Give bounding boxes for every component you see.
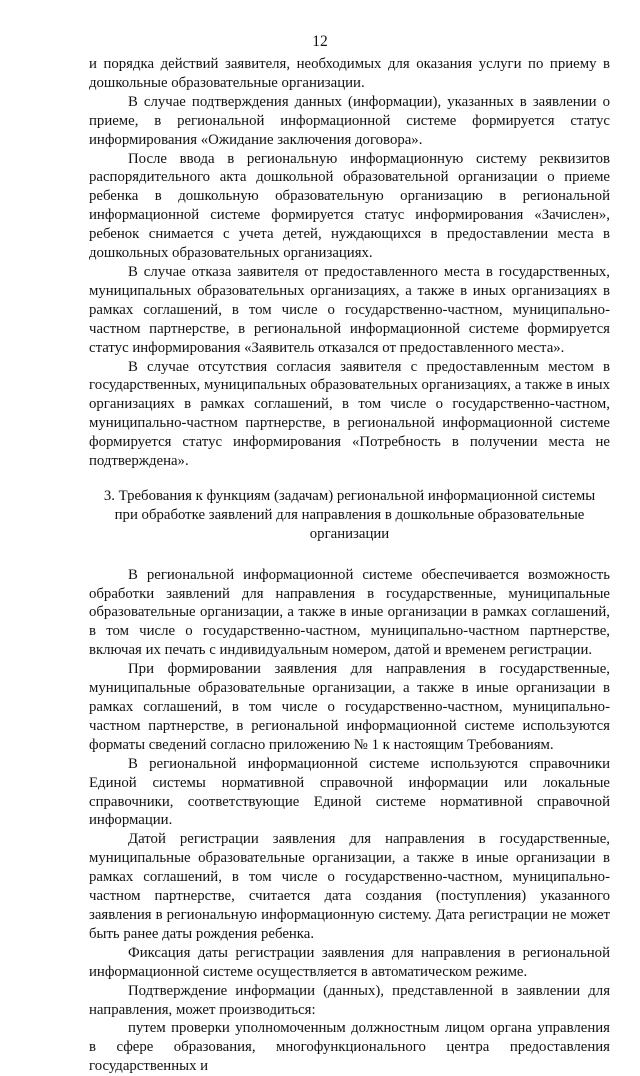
paragraph-registration-date: Датой регистрации заявления для направления в государственные, муниципальные образовательные организации, а также в иные организации в рамках соглашений, в том числе о государственно-частном, муниципально-частном партнерстве, считается дата создания (поступления) указанного заявления в региональную информационную систему. Дата регистрации не может быть ранее даты рождения ребенка.: [89, 831, 610, 942]
paragraph-confirmation-status: В случае подтверждения данных (информации), указанных в заявлении о приеме, в региональной информационной системе формируется статус информирования «Ожидание заключения договора».: [89, 93, 610, 148]
paragraph-disagreement-status: В случае отсутствия согласия заявителя с предоставленным местом в государственных, муниципальных образовательных организациях, а также в иных организациях в рамках соглашений, в том числе о государственно-частном, муниципально-частном партнерстве, в региональной информационной системе формируется статус информирования «Потребность в получении места не подтверждена».: [89, 358, 610, 470]
section-heading: 3. Требования к функциям (задачам) региональной информационной системы при обработке заявлений для направления в дошкольные образовательные организации: [103, 487, 596, 542]
paragraph-confirmation-methods: Подтверждение информации (данных), представленной в заявлении для направления, может производиться:: [89, 982, 610, 1018]
paragraph-processing: В региональной информационной системе обеспечивается возможность обработки заявлений для направления в государственные, муниципальные образовательные организации, а также в иные организации в рамках соглашений, в том числе о государственно-частном, муниципально-частном партнерстве, включая их печать с индивидуальным номером, датой и временем регистрации.: [89, 566, 610, 659]
paragraph-continuation: и порядка действий заявителя, необходимых для оказания услуги по приему в дошкольные образовательные организации.: [89, 56, 610, 91]
paragraph-date-fixation: Фиксация даты регистрации заявления для направления в региональной информационной системе осуществляется в автоматическом режиме.: [89, 944, 610, 980]
paragraph-verification: путем проверки уполномоченным должностным лицом органа управления в сфере образования, многофункционального центра предоставления государственных и: [89, 1020, 610, 1075]
paragraph-reference-books: В региональной информационной системе используются справочники Единой системы нормативной справочной информации или локальные справочники, соответствующие Единой системе нормативной справочной информации.: [89, 755, 610, 829]
paragraph-refusal-status: В случае отказа заявителя от предоставленного места в государственных, муниципальных образовательных организациях, а также в иных организациях в рамках соглашений, в том числе о государственно-частном, муниципально-частном партнерстве, в региональной информационной системе формируется статус информирования «Заявитель отказался от предоставленного места».: [89, 263, 610, 356]
paragraph-enrollment-status: После ввода в региональную информационную систему реквизитов распорядительного акта дошкольной образовательной организации о приеме ребенка в дошкольную образовательную организацию в региональной информационной системе формируется статус информирования «Зачислен», ребенок снимается с учета детей, нуждающихся в предоставлении места в дошкольных образовательных организациях.: [89, 150, 610, 262]
document-body: [89, 55, 610, 1076]
top-paragraphs: [89, 55, 610, 471]
paragraph-formats: При формировании заявления для направления в государственные, муниципальные образовательные организации, а также в иные организации в рамках соглашений, в том числе о государственно-частном, муниципально-частном партнерстве, в региональной информационной системе используются форматы сведений согласно приложению № 1 к настоящим Требованиям.: [89, 661, 610, 753]
page-number: 12: [312, 33, 328, 50]
bottom-paragraphs: [89, 566, 610, 1076]
